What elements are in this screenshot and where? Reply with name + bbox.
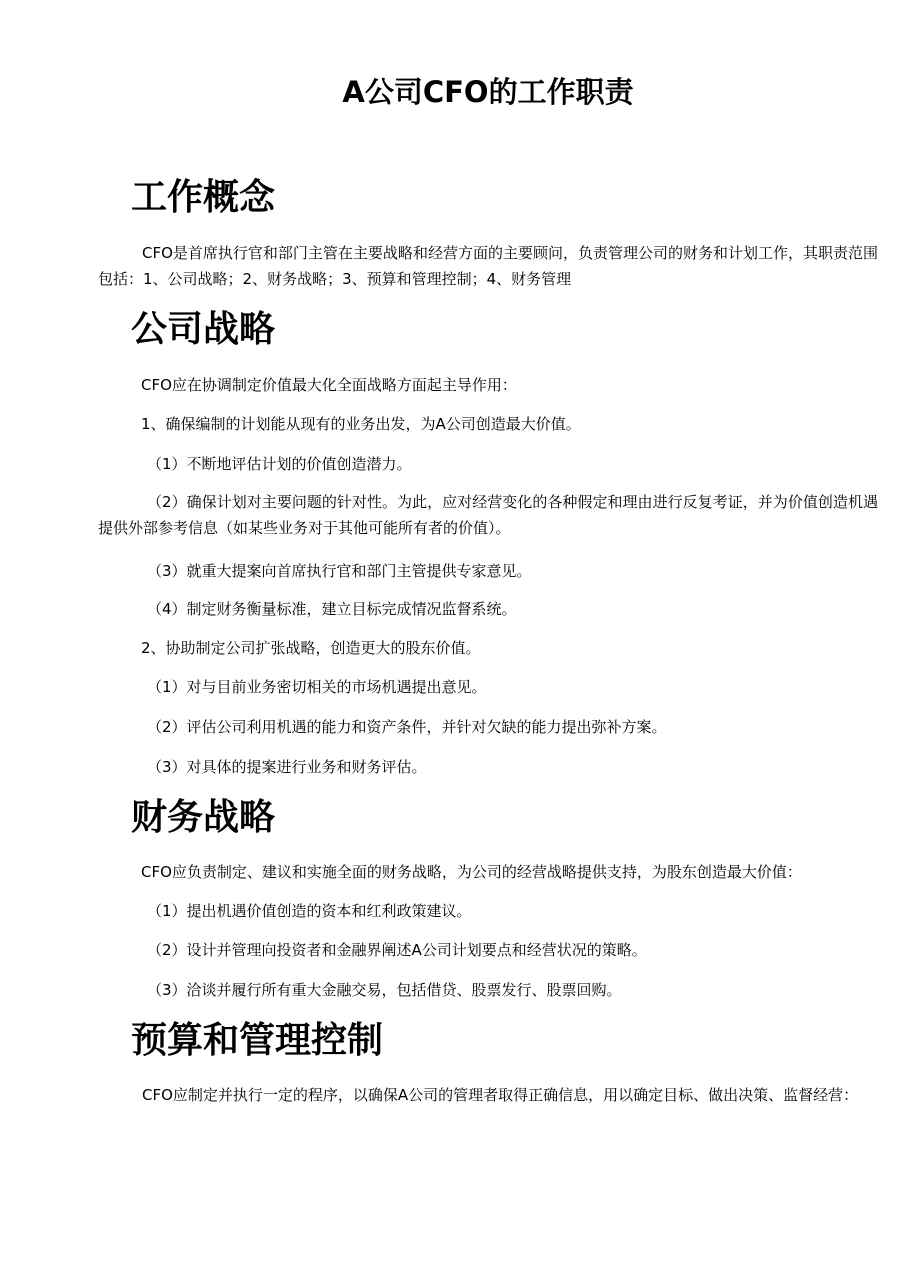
budget-paragraph: CFO应制定并执行一定的程序，以确保A公司的管理者取得正确信息，用以确定目标、做出决策、监督经营：	[142, 1086, 859, 1104]
company-strategy-item-1-4: （4）制定财务衡量标准，建立目标完成情况监督系统。	[147, 600, 517, 618]
section-heading-finance-strategy: 财务战略	[131, 797, 276, 838]
finance-strategy-intro: CFO应负责制定、建议和实施全面的财务战略，为公司的经营战略提供支持，为股东创造最大价值：	[141, 863, 802, 881]
finance-strategy-item-2: （2）设计并管理向投资者和金融界阐述A公司计划要点和经营状况的策略。	[147, 941, 647, 959]
finance-strategy-item-1: （1）提出机遇价值创造的资本和红利政策建议。	[147, 902, 472, 920]
concept-paragraph: CFO是首席执行官和部门主管在主要战略和经营方面的主要顾问，负责管理公司的财务和计划工作，其职责范围包括：1、公司战略；2、财务战略；3、预算和管理控制；4、财务管理	[98, 244, 878, 288]
company-strategy-item-1-1: （1）不断地评估计划的价值创造潜力。	[147, 455, 412, 473]
company-strategy-item-2-3: （3）对具体的提案进行业务和财务评估。	[147, 758, 427, 776]
company-strategy-item-1-3: （3）就重大提案向首席执行官和部门主管提供专家意见。	[147, 562, 532, 580]
document-title: A公司CFO的工作职责	[342, 75, 634, 109]
company-strategy-item-2: 2、协助制定公司扩张战略，创造更大的股东价值。	[141, 639, 481, 657]
section-heading-budget: 预算和管理控制	[131, 1020, 384, 1061]
company-strategy-intro: CFO应在协调制定价值最大化全面战略方面起主导作用：	[141, 376, 517, 394]
company-strategy-item-2-1: （1）对与目前业务密切相关的市场机遇提出意见。	[147, 678, 487, 696]
finance-strategy-item-3: （3）洽谈并履行所有重大金融交易，包括借贷、股票发行、股票回购。	[147, 981, 622, 999]
company-strategy-item-1: 1、确保编制的计划能从现有的业务出发，为A公司创造最大价值。	[141, 415, 581, 433]
section-heading-company-strategy: 公司战略	[131, 309, 276, 350]
company-strategy-item-2-2: （2）评估公司利用机遇的能力和资产条件，并针对欠缺的能力提出弥补方案。	[147, 718, 667, 736]
company-strategy-item-1-2: （2）确保计划对主要问题的针对性。为此，应对经营变化的各种假定和理由进行反复考证，并为价值创造机遇提供外部参考信息（如某些业务对于其他可能所有者的价值）。	[98, 493, 878, 537]
section-heading-concept: 工作概念	[131, 177, 276, 218]
